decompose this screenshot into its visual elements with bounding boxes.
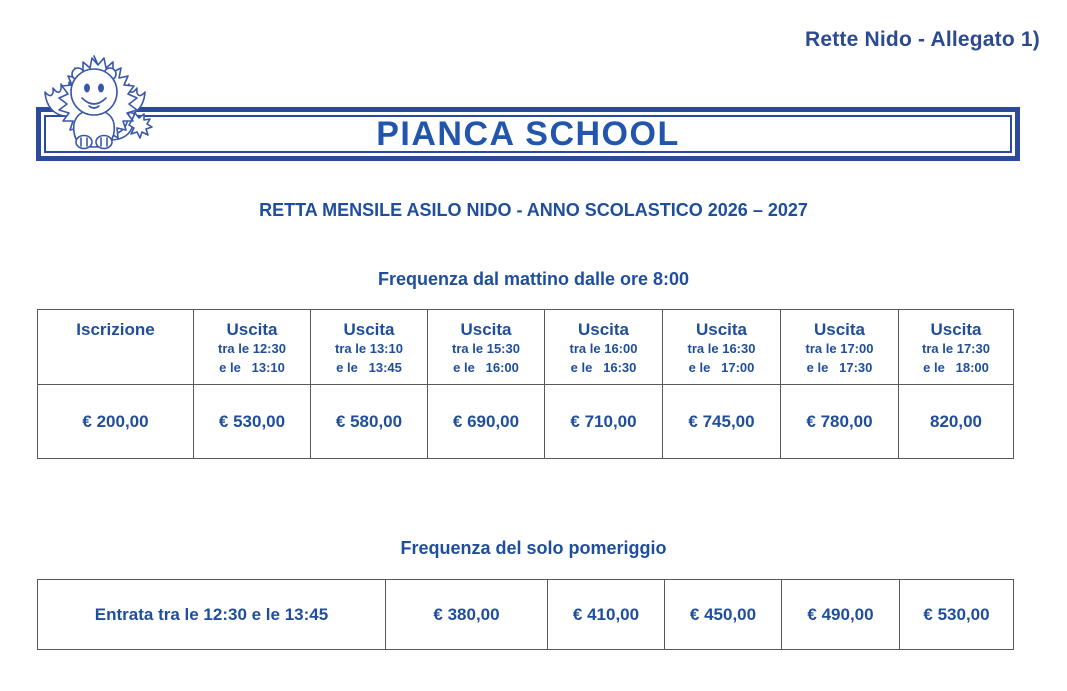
left-paw (76, 136, 92, 149)
afternoon-price-cell-2: € 410,00 (548, 580, 665, 650)
winged-lion-logo-icon (42, 54, 170, 153)
column-header-iscrizione: Iscrizione (38, 310, 194, 385)
price-cell-1: € 530,00 (194, 385, 311, 459)
afternoon-price-cell-3: € 450,00 (665, 580, 782, 650)
price-cell-iscrizione: € 200,00 (38, 385, 194, 459)
left-eye (84, 84, 90, 93)
afternoon-price-cell-4: € 490,00 (782, 580, 900, 650)
price-cell-2: € 580,00 (311, 385, 428, 459)
afternoon-price-cell-1: € 380,00 (386, 580, 548, 650)
morning-values-row (38, 385, 1014, 459)
column-header-uscita-3: Uscita tra le 15:30 e le 16:00 (428, 310, 545, 385)
school-name-banner (36, 107, 1020, 161)
school-name-banner-inner (44, 115, 1012, 153)
document-title: RETTA MENSILE ASILO NIDO - ANNO SCOLASTICO 2026 – 2027 (259, 200, 808, 220)
afternoon-section-title: Frequenza del solo pomeriggio (400, 538, 667, 558)
column-header-uscita-4: Uscita tra le 16:00 e le 16:30 (545, 310, 663, 385)
morning-section-title: Frequenza dal mattino dalle ore 8:00 (377, 269, 690, 289)
header-annotation: Rette Nido - Allegato 1) (804, 28, 1040, 51)
morning-header-row (38, 310, 1014, 385)
afternoon-row-label: Entrata tra le 12:30 e le 13:45 (38, 580, 386, 650)
column-header-uscita-7: Uscita tra le 17:30 e le 18:00 (899, 310, 1014, 385)
afternoon-values-row (38, 580, 1014, 650)
school-name: PIANCA SCHOOL (376, 114, 680, 153)
column-header-uscita-5: Uscita tra le 16:30 e le 17:00 (663, 310, 781, 385)
afternoon-price-cell-5: € 530,00 (900, 580, 1014, 650)
price-cell-7: 820,00 (899, 385, 1014, 459)
morning-fees-table (37, 309, 1014, 459)
price-cell-6: € 780,00 (781, 385, 899, 459)
price-cell-5: € 745,00 (663, 385, 781, 459)
price-cell-4: € 710,00 (545, 385, 663, 459)
right-eye (98, 84, 104, 93)
price-cell-3: € 690,00 (428, 385, 545, 459)
column-header-uscita-6: Uscita tra le 17:00 e le 17:30 (781, 310, 899, 385)
afternoon-fees-table (37, 579, 1014, 650)
right-paw (96, 136, 112, 149)
column-header-uscita-2: Uscita tra le 13:10 e le 13:45 (311, 310, 428, 385)
column-header-uscita-1: Uscita tra le 12:30 e le 13:10 (194, 310, 311, 385)
